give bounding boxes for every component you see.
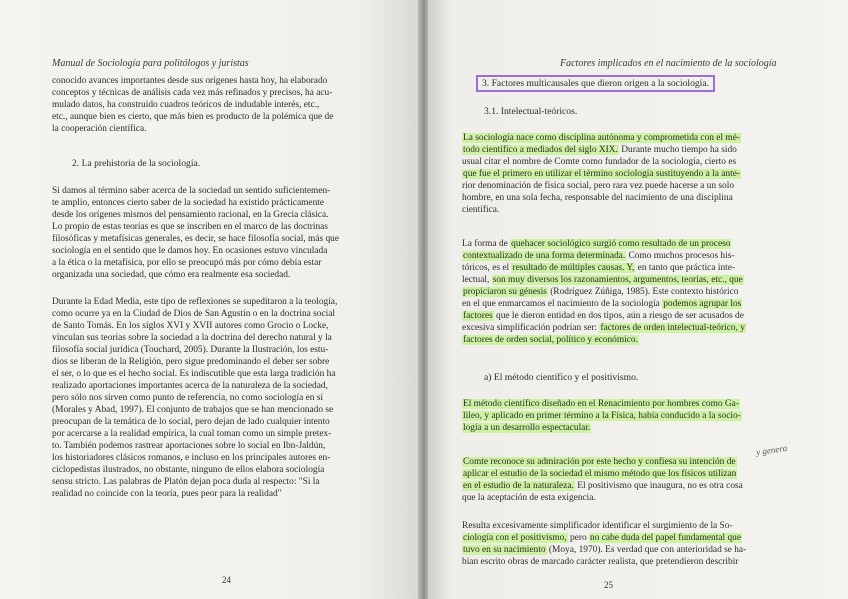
paragraph-line: rior denominación de física social, pero rara vez puede hacerse a un solo — [462, 181, 735, 191]
paragraph-line — [462, 334, 639, 346]
left-page-number: 24 — [222, 575, 231, 585]
left-intro-line: conceptos y técnicas de análisis cada vez más refinados y precisos, ha acu- — [52, 88, 333, 98]
right-page — [428, 0, 848, 599]
highlight: resultado de múltiples causas. Y, — [512, 263, 635, 273]
paragraph-line — [462, 144, 737, 156]
paragraph-line — [462, 398, 740, 410]
highlight: tuvo en su nacimiento — [463, 545, 546, 555]
text-run: en tanto que práctica inte- — [635, 263, 736, 273]
highlight: propiciaron su génesis — [463, 287, 547, 297]
paragraph-line: Durante la Edad Media, este tipo de reflexiones se supeditaron a la teología, — [52, 297, 338, 307]
highlight: factores de orden intelectual-teórico, y — [600, 323, 745, 333]
paragraph-line — [462, 410, 742, 422]
highlight: todo científico a mediados del siglo XIX. — [463, 145, 618, 155]
highlight: lileo, y aplicado en primer término a la Física, había conducido a la socio- — [463, 411, 741, 421]
highlight: logía a un desarrollo espectacular. — [463, 423, 591, 433]
text-run: El positivismo que inaugura, no es otra cosa — [574, 481, 743, 491]
boxed-section-heading: 3. Factores multicausales que dieron origen a la sociología. — [476, 75, 715, 92]
left-intro-line: etc., aunque bien es cierto, que más bien es producto de la polémica que de — [52, 112, 334, 122]
left-page — [0, 0, 420, 599]
highlight: en el estudio de la naturaleza. — [463, 481, 574, 491]
paragraph-line: hombre, en una sola fecha, responsable del nacimiento de una disciplina — [462, 193, 733, 203]
paragraph-line — [462, 532, 742, 544]
paragraph-line — [462, 456, 737, 468]
paragraph-line — [462, 322, 746, 334]
highlight: que fue el primero en utilizar el término sociología sustituyendo a la ante- — [463, 169, 740, 179]
paragraph-line — [462, 274, 744, 286]
paragraph-line: (Morales y Abad, 1997). El conjunto de trabajos que se han mencionado se — [52, 405, 334, 415]
text-run: en el que enmarcamos el nacimiento de la sociología — [462, 299, 663, 309]
paragraph-line — [462, 262, 735, 274]
paragraph-line: por acercarse a la realidad empírica, la cual toman como un simple pretex- — [52, 429, 332, 439]
highlight: ciología con el positivismo, — [463, 533, 567, 543]
subheading: a) El método científico y el positivismo. — [484, 372, 639, 383]
text-run: tóricos, es el — [462, 263, 512, 273]
text-run: (Rodríguez Zúñiga, 1985). Este contexto histórico — [547, 287, 739, 297]
paragraph-line: dios se liberan de la Religión, pero sigue predominando el deber ser sobre — [52, 357, 330, 367]
paragraph-line — [462, 544, 746, 556]
highlight: factores de orden social, político y económico. — [463, 335, 638, 345]
paragraph-line — [462, 422, 591, 434]
section-heading: 2. La prehistoria de la sociología. — [72, 158, 201, 169]
paragraph-line: vinculan sus teorías sobre la sociedad a la doctrina del derecho natural y la — [52, 333, 332, 343]
paragraph-line: filosofía social jurídica (Touchard, 2005). Durante la Ilustración, los estu- — [52, 345, 329, 355]
text-run: excesiva simplificación podrían ser: — [462, 323, 600, 333]
paragraph-line: organizada una sociedad, que cómo era realmente esa sociedad. — [52, 270, 291, 280]
left-intro-line: conocido avances importantes desde sus orígenes hasta hoy, ha elaborado — [52, 76, 328, 86]
paragraph-line — [462, 132, 741, 144]
subheading: 3.1. Intelectual-teóricos. — [484, 106, 578, 117]
highlight: no cabe duda del papel fundamental que — [590, 533, 741, 543]
highlight: La sociología nace como disciplina autónoma y comprometida con el mé- — [463, 133, 740, 143]
paragraph-line — [462, 468, 737, 480]
paragraph-line — [462, 298, 742, 310]
paragraph-line: Resulta excesivamente simplificador identificar el surgimiento de la So- — [462, 521, 733, 531]
left-intro-line: mulado datos, ha construido cuadros teóricos de indudable interés, etc., — [52, 100, 320, 110]
handwritten-note: y genera — [755, 442, 788, 458]
highlight: Comte reconoce su admiración por este hecho y confiesa su intención de — [463, 457, 736, 467]
paragraph-line: sociología en el sentido que le damos hoy. En ocasiones estuvo vinculada — [52, 246, 328, 256]
text-run: La forma de — [462, 239, 511, 249]
paragraph-line: to. También podemos rastrear aportaciones sobre lo social en Ibn-Jaldún, — [52, 441, 326, 451]
paragraph-line — [462, 286, 738, 298]
paragraph-line: desde los orígenes mismos del pensamiento racional, en la Grecia clásica. — [52, 210, 329, 220]
paragraph-line: filosóficas y metafísicas generales, es decir, se hace filosofía social, más que — [52, 234, 340, 244]
highlight: podemos agrupar los — [663, 299, 742, 309]
text-run: que le dieron entidad en dos tipos, aún a riesgo de ser acusados de — [493, 311, 744, 321]
paragraph-line: que la aceptación de esta exigencia. — [462, 493, 596, 503]
paragraph-line: bían escrito obras de marcado carácter realista, que pretendieron describir — [462, 557, 739, 567]
paragraph-line — [462, 480, 743, 492]
highlight: contextualizado de una forma determinada. — [463, 251, 626, 261]
paragraph-line: pero sólo nos sirven como punto de referencia, no como sociología en sí — [52, 393, 324, 403]
highlight: aplicar el estudio de la sociedad el mismo método que los físicos utilizan — [463, 469, 737, 479]
paragraph-line: Lo propio de estas teorías es que se inscriben en el marco de las doctrinas — [52, 222, 328, 232]
highlight: son muy diversos los razonamientos, argumentos, teorías, etc., que — [492, 275, 743, 285]
paragraph-line — [462, 310, 744, 322]
right-running-head: Factores implicados en el nacimiento de la sociología — [560, 58, 777, 69]
paragraph-line: usual citar el nombre de Comte como fundador de la sociología, cierto es — [462, 157, 737, 167]
paragraph-line: realizado aportaciones importantes acerca de la naturaleza de la sociedad, — [52, 381, 328, 391]
paragraph-line — [462, 238, 731, 250]
highlight: factores — [463, 311, 493, 321]
paragraph-line: a la ética o la metafísica, por ello se preocupó más por cómo debía estar — [52, 258, 322, 268]
right-page-number: 25 — [604, 580, 613, 590]
paragraph-line: de Santo Tomás. En los siglos XVI y XVII autores como Grocio o Locke, — [52, 321, 329, 331]
paragraph-line — [462, 250, 735, 262]
paragraph-line — [462, 168, 741, 180]
paragraph-line: realidad no coincide con la teoría, pues peor para la realidad" — [52, 489, 282, 499]
text-run: Durante mucho tiempo ha sido — [618, 145, 737, 155]
paragraph-line: ciclopedistas ilustrados, no obstante, ninguno de ellos elabora sociología — [52, 465, 325, 475]
text-run: (Moya, 1970). Es verdad que con anterioridad se ha- — [546, 545, 747, 555]
paragraph-line: te amplio, entonces cierto saber de la sociedad ha existido prácticamente — [52, 198, 325, 208]
left-running-head: Manual de Sociología para politólogos y juristas — [52, 58, 249, 69]
left-intro-line: la cooperación científica. — [52, 124, 147, 134]
paragraph-line: los historiadores clásicos romanos, e incluso en los principales autores en- — [52, 453, 331, 463]
paragraph-line: Si damos al término saber acerca de la sociedad un sentido suficientemen- — [52, 186, 331, 196]
paragraph-line: preocupan de la temática de lo social, pero dejan de lado cualquier intento — [52, 417, 330, 427]
paragraph-line: sensu stricto. Las palabras de Platón dejan poca duda al respecto: "Si la — [52, 477, 320, 487]
paragraph-line: científica. — [462, 205, 500, 215]
paragraph-line: el ser, o lo que es el hecho social. Es indiscutible que esta larga tradición ha — [52, 369, 336, 379]
text-run: Como muchos procesos his- — [626, 251, 735, 261]
highlight: El método científico diseñado en el Renacimiento por hombres como Ga- — [463, 399, 739, 409]
paragraph-line: como ocurre ya en la Ciudad de Dios de San Agustín o en la doctrina social — [52, 309, 335, 319]
text-run: lectual, — [462, 275, 492, 285]
text-run: pero — [567, 533, 589, 543]
highlight: quehacer sociológico surgió como resultado de un proceso — [511, 239, 731, 249]
